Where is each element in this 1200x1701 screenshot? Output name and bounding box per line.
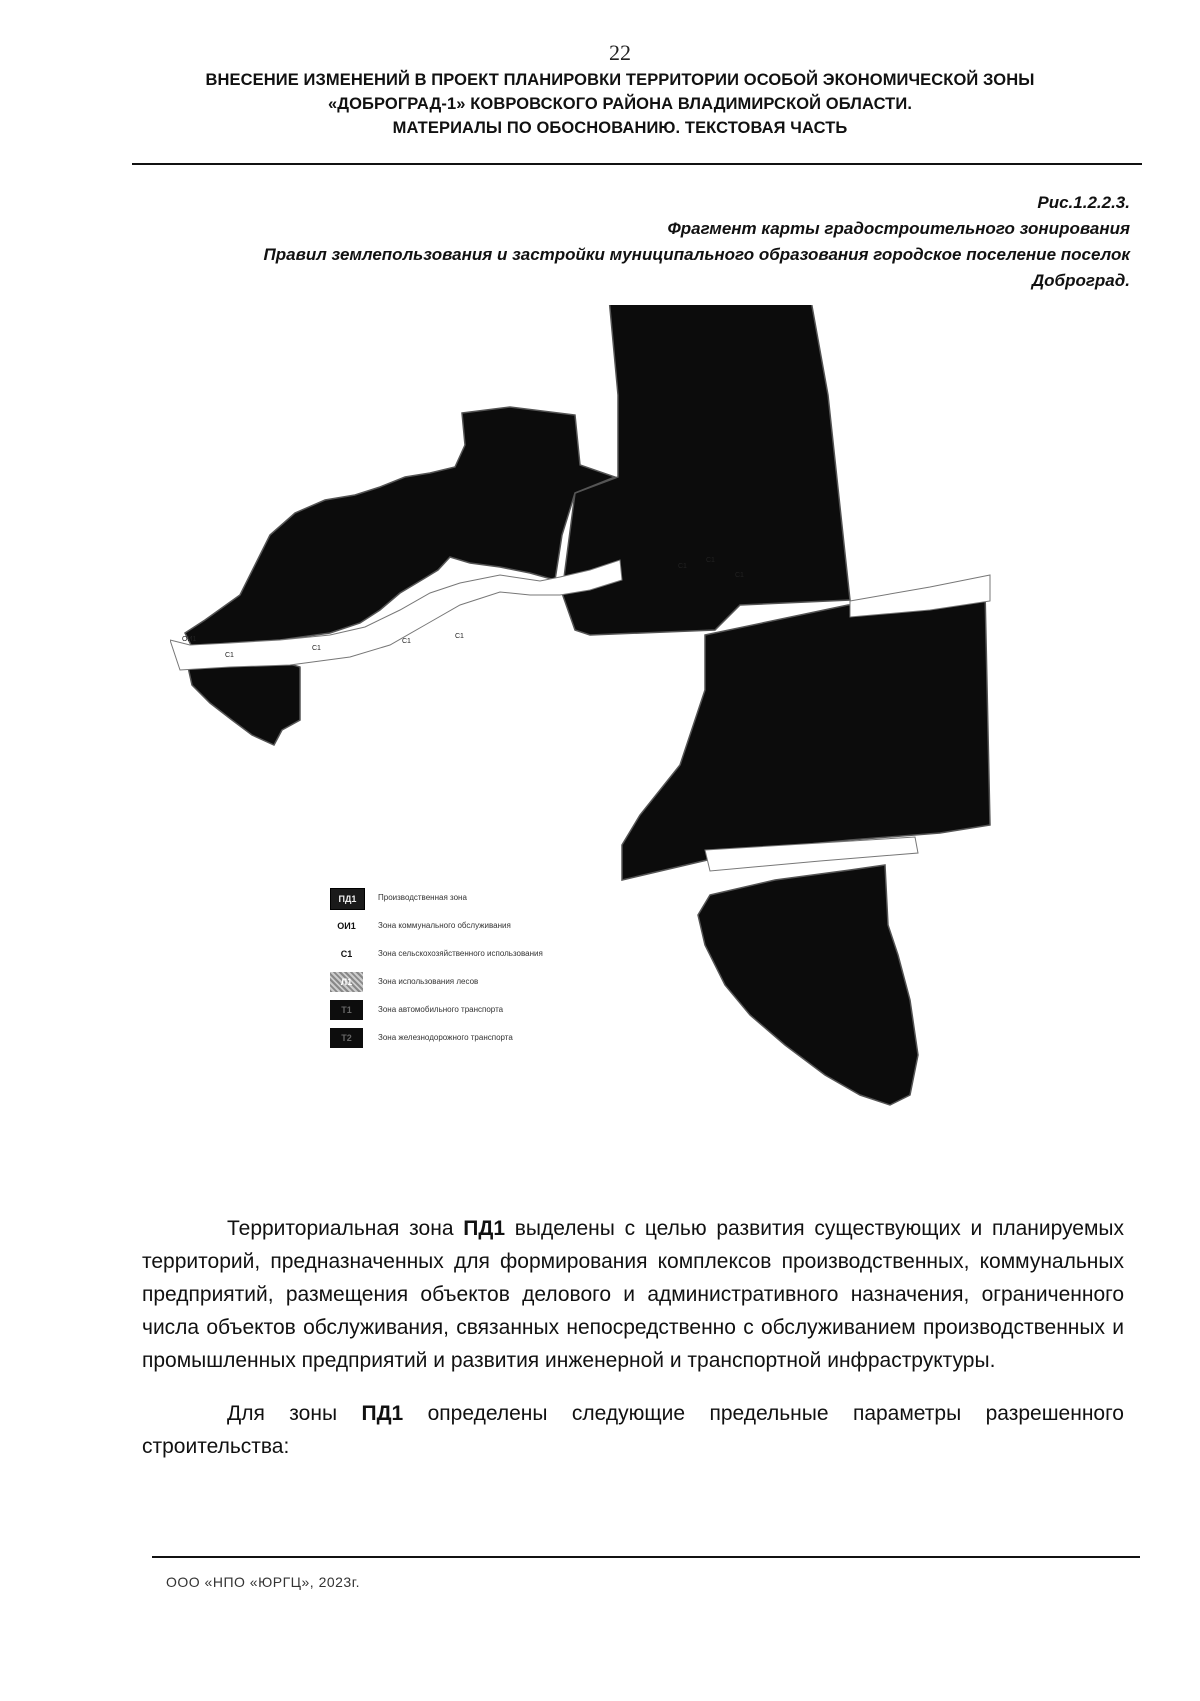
legend-swatch: Т2 bbox=[330, 1028, 363, 1048]
legend-item bbox=[330, 1000, 630, 1028]
legend-item bbox=[330, 916, 630, 944]
document-header bbox=[0, 68, 1200, 140]
zone-code: ПД1 bbox=[361, 1402, 404, 1425]
figure-number: Рис.1.2.2.3. bbox=[1037, 193, 1130, 212]
zoning-map bbox=[170, 305, 1090, 1205]
page-number: 22 bbox=[609, 40, 631, 65]
legend-label: Зона сельскохозяйственного использования bbox=[378, 949, 543, 958]
body-text bbox=[142, 1212, 1124, 1483]
header-line-3: МАТЕРИАЛЫ ПО ОБОСНОВАНИЮ. ТЕКСТОВАЯ ЧАСТЬ bbox=[392, 119, 848, 137]
legend-item bbox=[330, 888, 630, 916]
map-label-c1: С1 bbox=[678, 563, 687, 570]
map-label-c1: С1 bbox=[402, 638, 411, 645]
figure-caption bbox=[264, 190, 1131, 294]
map-label-c1: С1 bbox=[312, 645, 321, 652]
legend-item bbox=[330, 1028, 630, 1056]
zone-code: ПД1 bbox=[463, 1217, 505, 1240]
map-label-c1: С1 bbox=[706, 557, 715, 564]
figure-title: Фрагмент карты градостроительного зонирования bbox=[667, 219, 1130, 238]
legend-swatch: Т1 bbox=[330, 1000, 363, 1020]
legend-label: Зона использования лесов bbox=[378, 977, 479, 986]
legend-item bbox=[330, 972, 630, 1000]
figure-subtitle-end: Доброград. bbox=[1031, 271, 1130, 290]
zoning-map-svg bbox=[170, 305, 1090, 1205]
paragraph-zone-description: Территориальная зона ПД1 выделены с целью развития существующих и планируемых территорий, предназначенных для формирования комплексов производственных, коммунальных предприятий, размещения объектов делового и административного назначения, ограниченного числа объектов обслуживания, связанных непосредственно с обслуживанием производственных и промышленных предприятий и развития инженерной и транспортной инфраструктуры. bbox=[142, 1217, 1124, 1372]
figure-subtitle: Правил землепользования и застройки муниципального образования городское поселение поселок bbox=[263, 245, 1130, 264]
map-label-c1: С1 bbox=[735, 572, 744, 579]
header-line-1: ВНЕСЕНИЕ ИЗМЕНЕНИЙ В ПРОЕКТ ПЛАНИРОВКИ ТЕРРИТОРИИ ОСОБОЙ ЭКОНОМИЧЕСКОЙ ЗОНЫ bbox=[205, 71, 1035, 89]
header-divider bbox=[132, 163, 1142, 165]
legend-label: Зона коммунального обслуживания bbox=[378, 921, 511, 930]
legend-label: Зона железнодорожного транспорта bbox=[378, 1033, 513, 1042]
footer-organization: ООО «НПО «ЮРГЦ», 2023г. bbox=[166, 1574, 360, 1590]
legend-swatch: ОИ1 bbox=[330, 916, 363, 936]
legend-swatch: Л1 bbox=[330, 972, 363, 992]
footer-divider bbox=[152, 1556, 1140, 1558]
legend-item bbox=[330, 944, 630, 972]
legend-label: Производственная зона bbox=[378, 893, 467, 902]
legend-label: Зона автомобильного транспорта bbox=[378, 1005, 504, 1014]
paragraph-parameters-intro: Для зоны ПД1 определены следующие предельные параметры разрешенного строительства: bbox=[142, 1402, 1124, 1458]
header-line-2: «ДОБРОГРАД-1» КОВРОВСКОГО РАЙОНА ВЛАДИМИРСКОЙ ОБЛАСТИ. bbox=[327, 95, 913, 113]
map-legend bbox=[330, 888, 630, 1056]
map-label-oi1: ОИ1 bbox=[182, 636, 197, 643]
legend-swatch: С1 bbox=[330, 944, 363, 964]
map-label-c1: С1 bbox=[455, 633, 464, 640]
map-label-c1: С1 bbox=[225, 652, 234, 659]
legend-swatch: ПД1 bbox=[330, 888, 365, 910]
